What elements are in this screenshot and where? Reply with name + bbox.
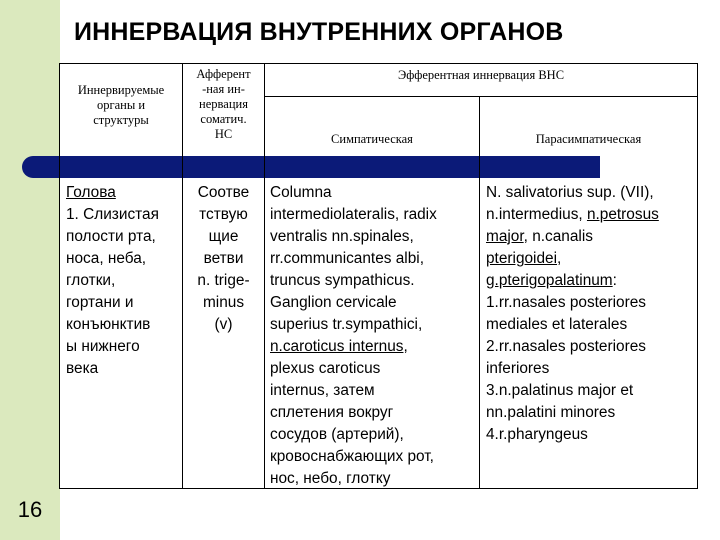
- header-organs: Иннервируемые органы и структуры: [77, 83, 165, 127]
- table-col-divider-3: [479, 97, 480, 489]
- table-border-top: [59, 63, 698, 64]
- header-parasympathetic: Парасимпатическая: [535, 132, 642, 146]
- table-border-right: [697, 63, 698, 489]
- table-col-divider-2: [264, 63, 265, 489]
- slide-number: 16: [17, 497, 43, 522]
- cell-parasympathetic: N. salivatorius sup. (VII), n.intermedius, n.petrosus major, n.canalis pterigoidei, g.pterigopalatinum: 1.rr.nasales posteriores mediales et laterales 2.rr.nasales posteriores inferiores 3.n.palatinus major et nn.palatini minores 4.r.pharyngeus: [486, 184, 659, 443]
- cell-sympathetic: Columna intermediolateralis, radix ventralis nn.spinales, rr.communicantes albi, truncus sympathicus. Ganglion cervicale superius tr.sympathici, n.caroticus internus, plexus caroticus internus, затем сплетения вокруг сосудов (артерий), кровоснабжающих рот, нос, небо, глотку: [270, 184, 437, 487]
- left-sidebar-bar: [0, 0, 60, 540]
- header-efferent: Эфферентная иннервация ВНС: [397, 68, 565, 82]
- header-afferent: Афферент -ная ин- нервация соматич. НС: [196, 67, 251, 141]
- table-header-subdivider: [264, 96, 698, 97]
- decorative-band: [22, 156, 600, 178]
- slide-title: ИННЕРВАЦИЯ ВНУТРЕННИХ ОРГАНОВ: [74, 18, 564, 46]
- cell-organs: Голова 1. Слизистая полости рта, носа, неба, глотки, гортани и конъюнктив ы нижнего века: [66, 184, 159, 377]
- header-sympathetic: Симпатическая: [331, 132, 413, 146]
- cell-afferent: Соотве тствую щие ветви n. trige- minus (v): [197, 184, 250, 333]
